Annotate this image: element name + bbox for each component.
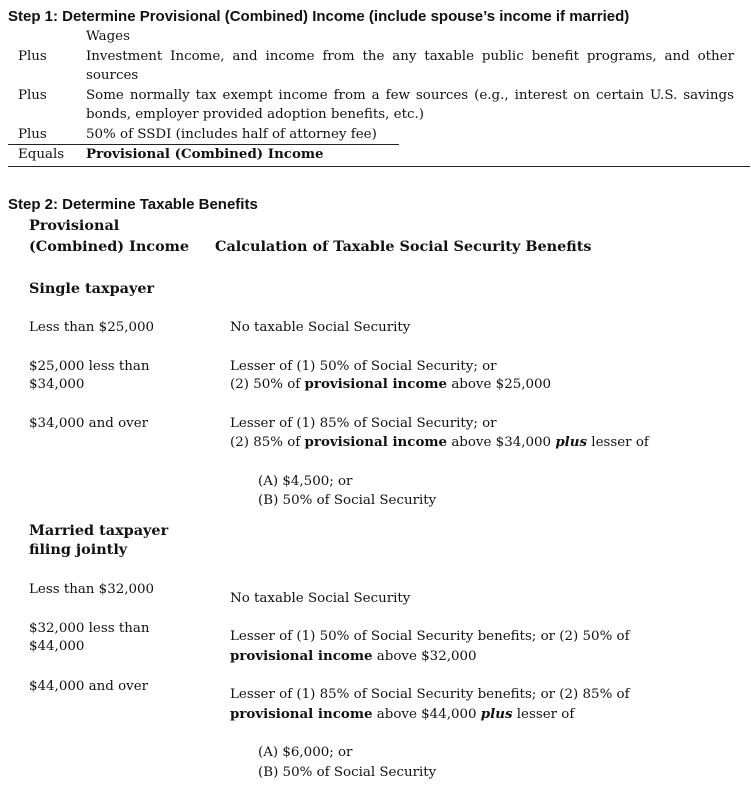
- calculation-text-2: [230, 433, 649, 452]
- calculation-text-2: [230, 647, 477, 666]
- calc-middle: above $34,000: [447, 435, 556, 450]
- calculation-text: No taxable Social Security: [230, 591, 411, 606]
- married-taxpayer-title-2: filing jointly: [29, 541, 128, 558]
- step1-row-text: 50% of SSDI (includes half of attorney fee): [86, 127, 377, 142]
- single-taxpayer-title: Single taxpayer: [29, 280, 155, 297]
- step1-row-label: Plus: [18, 49, 47, 64]
- step1-row-label: Equals: [18, 147, 65, 162]
- divider: [8, 166, 750, 167]
- sub-option: (A) $4,500; or: [258, 474, 353, 489]
- income-range: $34,000 and over: [29, 416, 149, 431]
- step2-heading: Step 2: Determine Taxable Benefits: [8, 196, 258, 213]
- calc-suffix: lesser of: [512, 707, 575, 722]
- sub-option: (B) 50% of Social Security: [258, 765, 437, 780]
- married-taxpayer-title: Married taxpayer: [29, 522, 169, 539]
- calc-italic: plus: [555, 434, 588, 450]
- calculation-text: Lesser of (1) 85% of Social Security benefits; or (2) 85% of: [230, 687, 630, 702]
- calculation-text-2: [230, 705, 574, 724]
- calc-emphasis: provisional income: [230, 706, 373, 722]
- step1-total-label: Provisional (Combined) Income: [86, 146, 324, 162]
- table-header-income: Provisional: [29, 217, 120, 234]
- income-range: $32,000 less than: [29, 621, 150, 636]
- calculation-text: Lesser of (1) 50% of Social Security benefits; or (2) 50% of: [230, 629, 630, 644]
- step1-row-label: Plus: [18, 127, 47, 142]
- calculation-text: No taxable Social Security: [230, 320, 411, 335]
- calc-suffix: above $25,000: [447, 377, 552, 392]
- step1-heading: Step 1: Determine Provisional (Combined) Income (include spouse’s income if married): [8, 8, 630, 25]
- calculation-text: Lesser of (1) 85% of Social Security; or: [230, 416, 497, 431]
- calc-middle: above $44,000: [372, 707, 481, 722]
- step1-row-text: Investment Income, and income from the any taxable public benefit programs, and other sources: [86, 49, 734, 83]
- calc-emphasis: provisional income: [304, 434, 448, 450]
- table-header-calculation: Calculation of Taxable Social Security Benefits: [215, 238, 592, 255]
- calc-suffix: lesser of: [587, 435, 649, 450]
- step1-row-wages: Wages: [86, 29, 130, 44]
- calc-prefix: (2) 85% of: [230, 435, 305, 450]
- calculation-text-2: [230, 375, 551, 394]
- calc-emphasis: provisional income: [304, 376, 448, 392]
- income-range-2: $44,000: [29, 639, 85, 654]
- step1-row-label: Plus: [18, 88, 47, 103]
- table-header-income-2: (Combined) Income: [29, 238, 190, 255]
- sub-option: (B) 50% of Social Security: [258, 493, 437, 508]
- income-range: $25,000 less than: [29, 359, 150, 374]
- calc-suffix: above $32,000: [372, 649, 477, 664]
- sub-option: (A) $6,000; or: [258, 745, 353, 760]
- income-range: $44,000 and over: [29, 679, 149, 694]
- step1-row-text: Some normally tax exempt income from a few sources (e.g., interest on certain U.S. savings bonds, employer provided adoption benefits, etc.): [86, 88, 734, 122]
- income-range: Less than $25,000: [29, 320, 155, 335]
- calc-italic: plus: [480, 706, 513, 722]
- calc-emphasis: provisional income: [230, 648, 373, 664]
- income-range-2: $34,000: [29, 377, 85, 392]
- income-range: Less than $32,000: [29, 582, 155, 597]
- calculation-text: Lesser of (1) 50% of Social Security; or: [230, 359, 497, 374]
- calc-prefix: (2) 50% of: [230, 377, 305, 392]
